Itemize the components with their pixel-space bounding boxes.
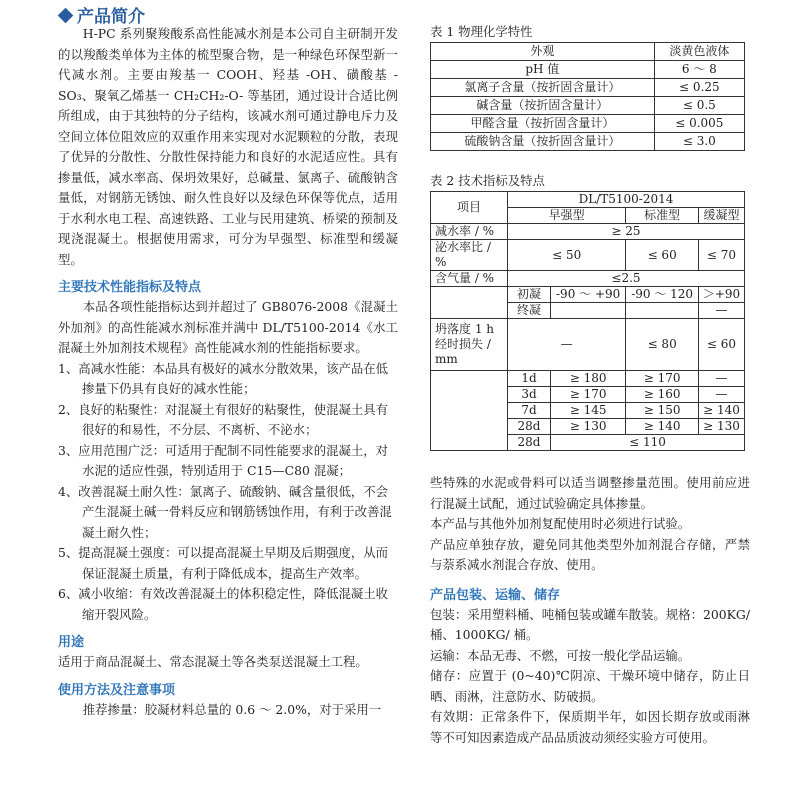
pack-line: 有效期：正常条件下，保质期半年，如因长期存放或雨淋等不可知因素造成产品品质波动须经实验方可使用。 — [430, 709, 750, 745]
spec-table — [430, 191, 745, 451]
table-row — [431, 319, 745, 371]
table-cell: ≤ 0.005 — [654, 115, 744, 133]
table-row — [431, 43, 745, 61]
table-row — [431, 97, 745, 115]
table-cell: ＞+90 — [698, 287, 744, 303]
table-cell: — — [698, 371, 744, 387]
table-cell: 氯离子含量（按折固含量计） — [431, 79, 655, 97]
table-cell: 坍落度 1 h 经时损失 / mm — [431, 319, 508, 371]
table-cell: ≤ 60 — [626, 240, 699, 271]
table-cell: 标准型 — [626, 208, 699, 224]
table-cell: 初凝 — [508, 287, 551, 303]
table-row — [431, 192, 745, 208]
table-cell: DL/T5100-2014 — [508, 192, 745, 208]
diamond-icon — [58, 8, 74, 24]
feature-item: 2、良好的粘聚性：对混凝土有很好的粘聚性，使混凝土具有很好的和易性，不分层、不离析、不泌水； — [58, 401, 389, 437]
table-cell: — — [508, 319, 626, 371]
table-cell: ≥ 130 — [551, 419, 626, 435]
feature-item: 1、高减水性能：本品具有极好的减水分散效果，该产品在低掺量下仍具有良好的减水性能； — [58, 360, 389, 396]
table-cell — [551, 303, 626, 319]
table-cell: ≥ 140 — [626, 419, 699, 435]
physchem-table — [430, 42, 745, 151]
table-cell: ≤ 110 — [551, 435, 745, 451]
table-cell: ≥ 130 — [698, 419, 744, 435]
table-cell: ≥ 170 — [626, 371, 699, 387]
table-cell: ≥ 145 — [551, 403, 626, 419]
method-heading: 使用方法及注意事项 — [58, 682, 176, 698]
table-cell: ≤ 60 — [698, 319, 744, 371]
method-continued — [430, 473, 750, 576]
usage-text: 适用于商品混凝土、常态混凝土等各类泵送混凝土工程。 — [58, 654, 368, 669]
table-cell: 1d — [508, 371, 551, 387]
usage-heading: 用途 — [58, 635, 85, 650]
table-cell: ≤ 70 — [698, 240, 744, 271]
table-row — [431, 79, 745, 97]
table-cell: 3d — [508, 387, 551, 403]
table-cell: 6 ～ 8 — [654, 61, 744, 79]
left-column — [58, 24, 398, 720]
table-row — [431, 61, 745, 79]
table-cell: 缓凝型 — [698, 208, 744, 224]
feature-item: 3、应用范围广泛：可适用于配制不同性能要求的混凝土，对水泥的适应性强，特别适用于 C15—C80 混凝； — [58, 442, 389, 478]
table-cell: ≥ 140 — [698, 403, 744, 419]
table2-caption: 表 2 技术指标及特点 — [430, 173, 545, 188]
features-intro: 本品各项性能指标达到并超过了 GB8076-2008《混凝土外加剂》的高性能减水剂标准并满中 DL/T5100-2014《水工混凝土外加剂技术规程》高性能减水剂的性能指标要求。 — [58, 299, 398, 355]
table-cell: ≥ 160 — [626, 387, 699, 403]
pack-line: 运输：本品无毒、不燃，可按一般化学品运输。 — [430, 647, 691, 663]
table-cell: 7d — [508, 403, 551, 419]
table-cell: -90 ～ 120 — [626, 287, 699, 303]
table-cell: ≤ 0.25 — [654, 79, 744, 97]
table-cell: -90 ～ +90 — [551, 287, 626, 303]
table-cell: ≥ 150 — [626, 403, 699, 419]
table-row — [431, 133, 745, 151]
table-cell: 碱含量（按折固含量计） — [431, 97, 655, 115]
table-cell: ≥ 170 — [551, 387, 626, 403]
pack-heading: 产品包装、运输、储存 — [430, 587, 561, 603]
feature-item: 5、提高混凝土强度：可以提高混凝土早期及后期强度，从而保证混凝土质量，有利于降低成本，提高生产效率。 — [58, 545, 389, 581]
table-cell: ≥ 180 — [551, 371, 626, 387]
table-cell: ≤ 0.5 — [654, 97, 744, 115]
table-cell: 泌水率比 / % — [431, 240, 508, 271]
table-row — [431, 271, 745, 287]
table-cell: ≤ 3.0 — [654, 133, 744, 151]
table-cell — [431, 371, 508, 451]
table-cell: 含气量 / % — [431, 271, 508, 287]
table-cell: ≤ 80 — [626, 319, 699, 371]
table-cell: — — [698, 387, 744, 403]
table-cell — [626, 303, 699, 319]
right-column — [430, 22, 750, 748]
table-cell: 外观 — [431, 43, 655, 61]
table-cell: 早强型 — [508, 208, 626, 224]
table-cell: 28d — [508, 435, 551, 451]
page-title: 产品简介 — [60, 2, 145, 27]
pack-line: 储存：应置于 (0~40)℃阴凉、干燥环境中储存，防止日晒、雨淋，注意防水、防破损。 — [430, 668, 750, 704]
intro-paragraph: H-PC 系列聚羧酸系高性能减水剂是本公司自主研制开发的以羧酸类单体为主体的梳型聚合物，是一种绿色环保型新一代减水剂。主要由羧基一 COOH、羟基 -OH、磺酸基 -SO₃、聚氧乙烯基一 CH₂CH₂-O- 等基团，通过设计合适比例所组成，由于其独特的分子结构，该减水剂可通过静电斥力及空间立体位阻效应的双重作用来实现对水泥颗粒的分散，表现了优异的分散性、分散性保持能力和良好的水泥适应性。具有掺量低，减水率高、保坍效果好，总碱量、氯离子、硫酸钠含量低，对钢筋无锈蚀、耐久性良好以及绿色环保等优点，适用于水利水电工程、高速铁路、工业与民用建筑、桥梁的预制及现浇混凝土。根据使用需求，可分为早强型、标准型和缓凝型。 — [58, 26, 398, 267]
method-line: 本产品与其他外加剂复配使用时必须进行试验。 — [430, 516, 691, 531]
table-row — [431, 240, 745, 271]
table-cell: 终凝 — [508, 303, 551, 319]
table-cell: 甲醛含量（按折固含量计） — [431, 115, 655, 133]
table-cell: — — [698, 303, 744, 319]
table-cell: ≥ 25 — [508, 224, 745, 240]
table-row — [431, 115, 745, 133]
features-heading: 主要技术性能指标及特点 — [58, 280, 202, 295]
table-cell: pH 值 — [431, 61, 655, 79]
table-cell: 硫酸钠含量（按折固含量计） — [431, 133, 655, 151]
table-cell: ≤ 50 — [508, 240, 626, 271]
table-cell: 减水率 / % — [431, 224, 508, 240]
table-cell: 项目 — [431, 192, 508, 224]
table-cell: ≤2.5 — [508, 271, 745, 287]
table1-caption: 表 1 物理化学特性 — [430, 24, 533, 39]
method-cont-text: 些特殊的水泥或骨料可以适当调整掺量范围。使用前应进行混凝土试配，通过试验确定具体掺量。 — [430, 475, 750, 511]
feature-item: 4、改善混凝土耐久性：氯离子、硫酸钠、碱含量很低，不会产生混凝土碱一骨料反应和钢筋锈蚀作用，有利于改善混凝土耐久性； — [58, 483, 392, 540]
table-row — [431, 224, 745, 240]
method-text: 推荐掺量：胶凝材料总量的 0.6 ～ 2.0%，对于采用一 — [82, 701, 382, 717]
table-cell — [431, 287, 508, 319]
method-line: 产品应单独存放，避免同其他类型外加剂混合存储，严禁与萘系减水剂混合存放、使用。 — [430, 536, 750, 572]
pack-line: 包装：采用塑料桶、吨桶包装或罐车散装。规格：200KG/ 桶、1000KG/ 桶。 — [430, 606, 750, 642]
table-cell: 淡黄色液体 — [654, 43, 744, 61]
table-row — [431, 371, 745, 387]
table-row — [431, 287, 745, 303]
table-cell: 28d — [508, 419, 551, 435]
feature-item: 6、减小收缩：有效改善混凝土的体积稳定性，降低混凝土收缩开裂风险。 — [58, 586, 389, 622]
